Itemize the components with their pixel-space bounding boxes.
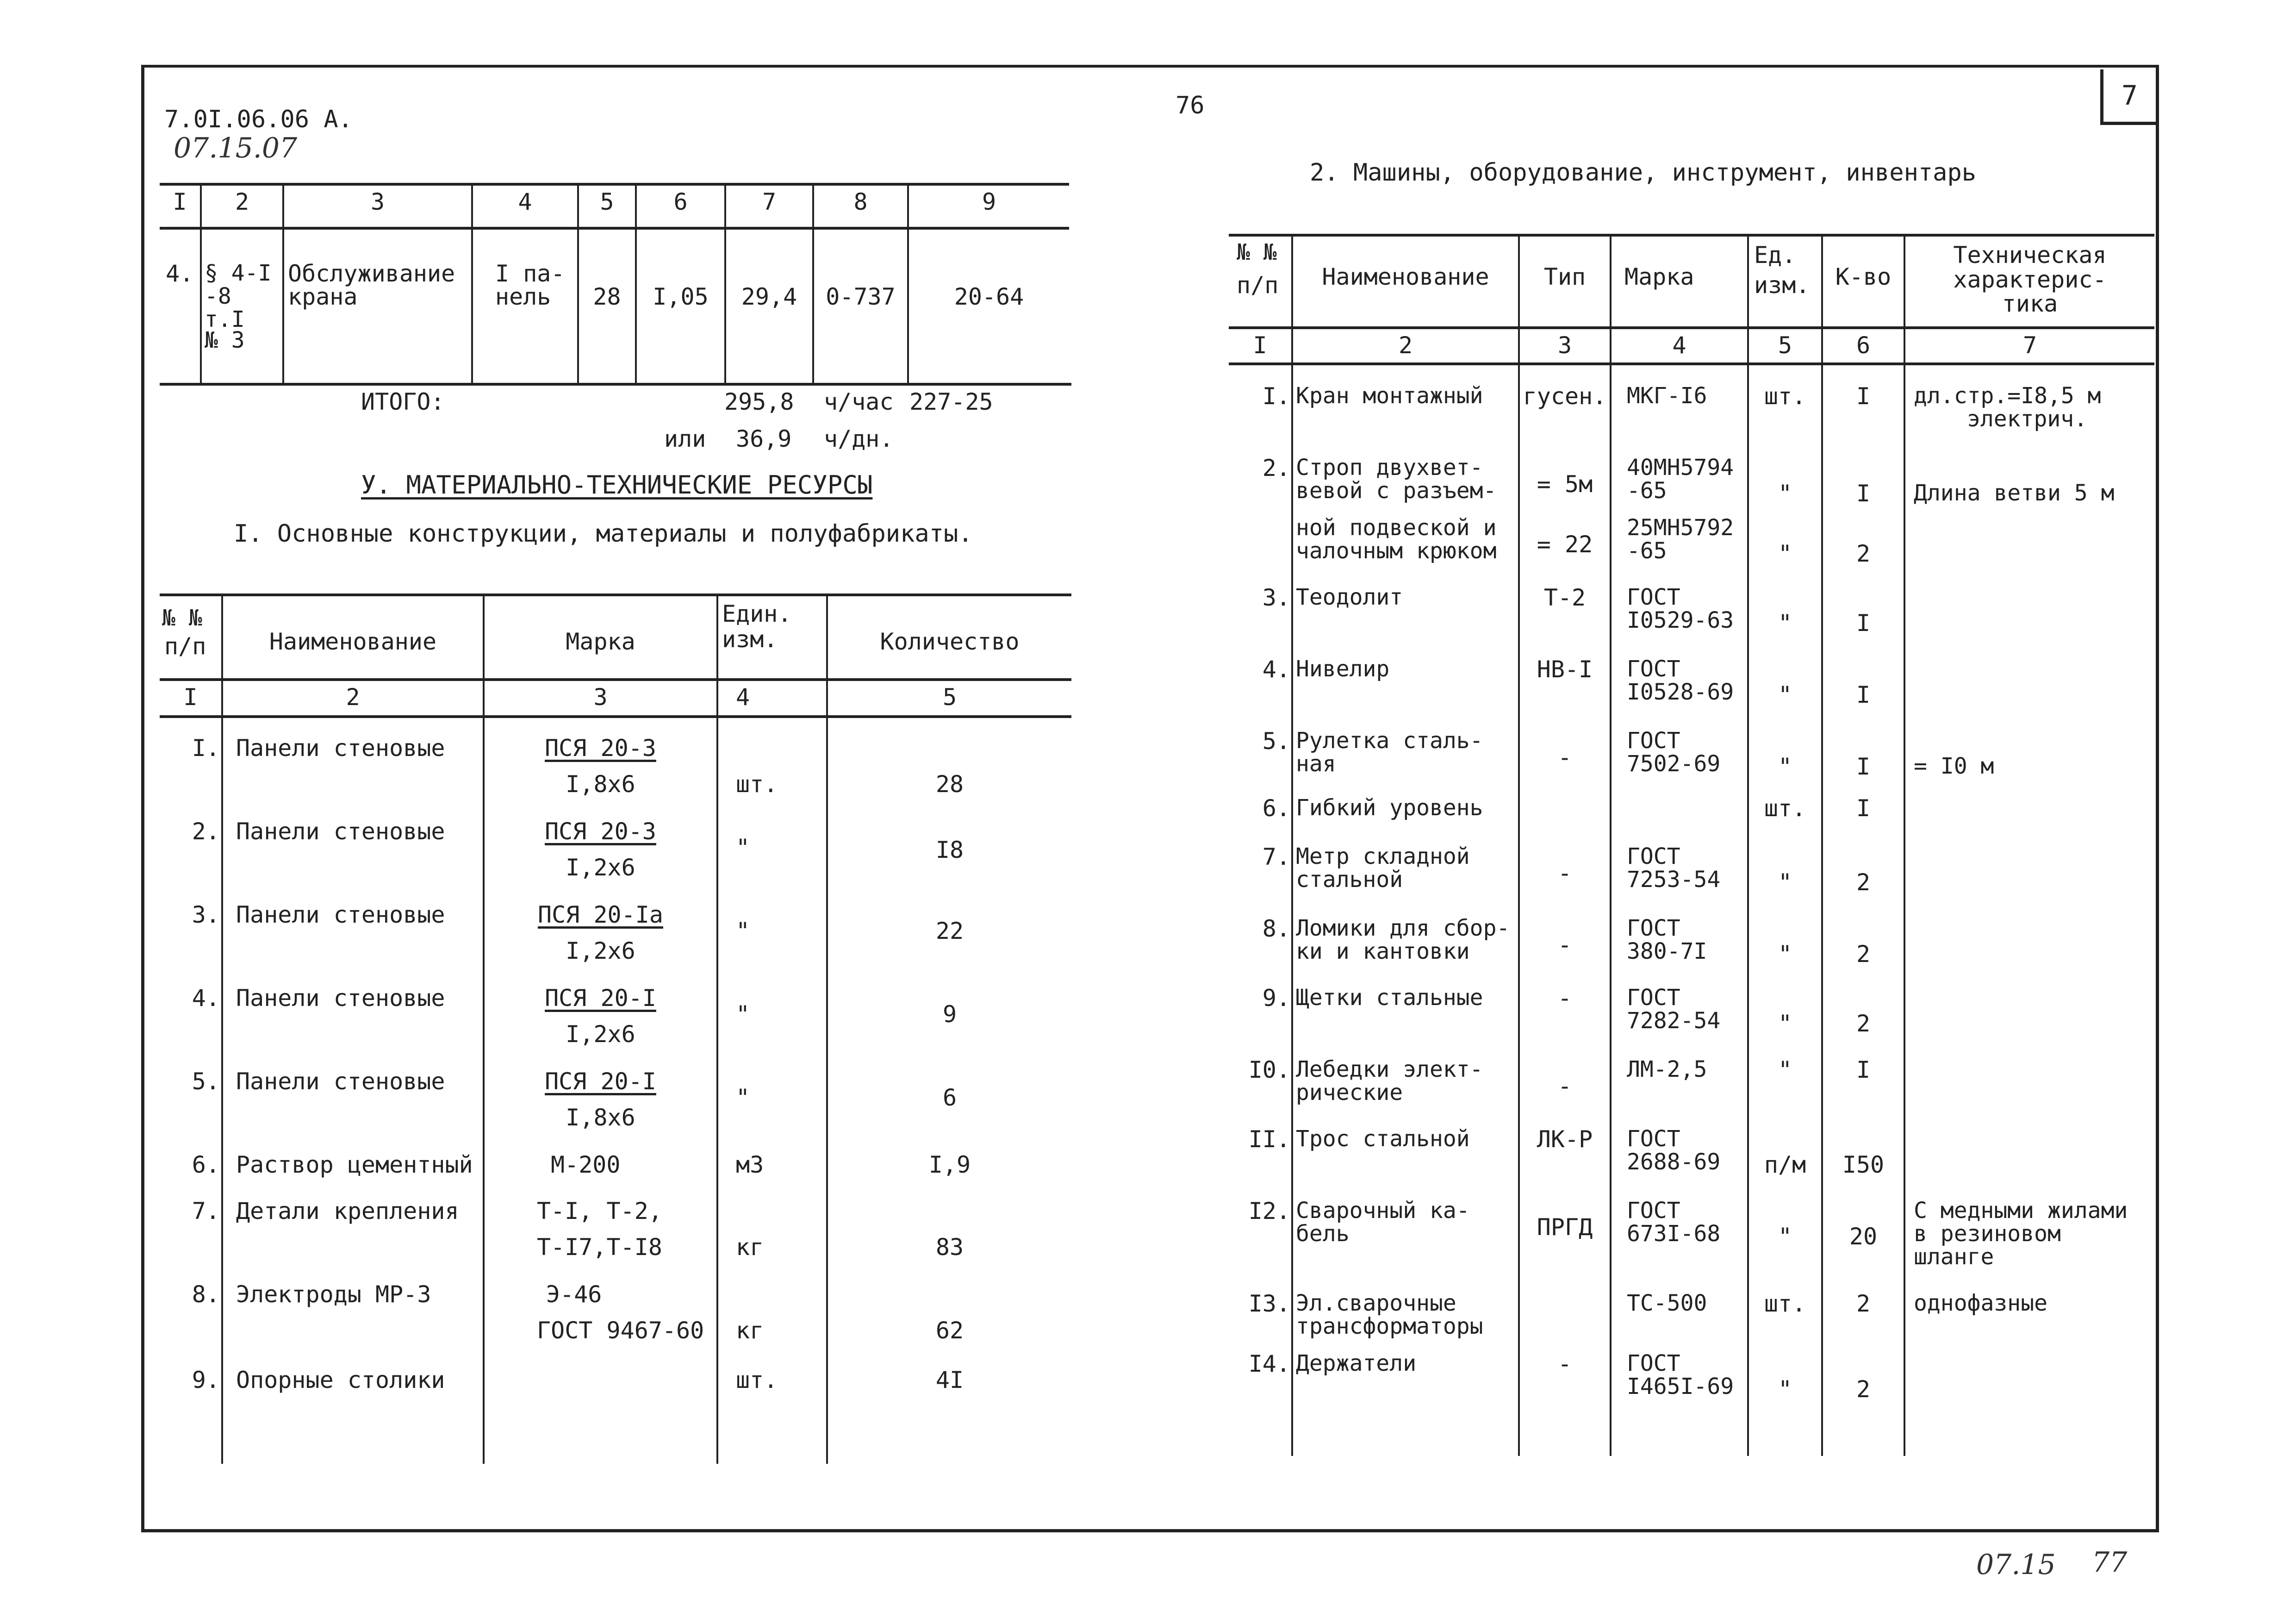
mach-row-unit: шт. [1764, 383, 1806, 410]
labor-col-number: 4 [518, 188, 532, 215]
mach-row-mark: ГОСТ [1627, 985, 1680, 1011]
labor-row-qty: 28 [593, 283, 621, 310]
mat-row-name: Панели стеновые [236, 901, 445, 928]
labor-row-work: крана [288, 283, 358, 310]
or-label: или [664, 425, 706, 452]
mach-row-name: Строп двухвет- [1296, 455, 1483, 481]
mat-row-mark: Т-I, Т-2, [537, 1198, 662, 1224]
mach-row-unit: " [1778, 869, 1792, 896]
labor-row-work: Обслуживание [288, 260, 455, 287]
mach-row-unit: " [1778, 753, 1792, 780]
mach-row-qty: I [1856, 383, 1871, 410]
labor-col-number: 5 [600, 188, 614, 215]
mach-row-mark: 7502-69 [1627, 751, 1721, 777]
mat-row-unit: " [736, 834, 750, 861]
document-code: 7.0I.06.06 А. [164, 106, 353, 133]
mach-row-num: I3. [1248, 1290, 1290, 1317]
mat-row-name: Раствор цементный [236, 1151, 473, 1178]
labor-row-ref: -8 [205, 283, 231, 309]
document-code-handwritten: 07.15.07 [174, 132, 298, 164]
mach-row-name: Трос стальной [1296, 1126, 1470, 1152]
mat-row-num: 7. [192, 1198, 220, 1224]
mach-row-mark: 7253-54 [1627, 867, 1721, 893]
mach-row-name: Гибкий уровень [1296, 795, 1483, 821]
mat-header-num: № № [162, 605, 202, 631]
mach-row-unit: п/м [1764, 1151, 1806, 1178]
mat-col-number: 5 [942, 684, 957, 711]
mach-row-spec: в резиновом [1914, 1221, 2061, 1247]
section-subtitle: I. Основные конструкции, материалы и полуфабрикаты. [234, 520, 973, 548]
mach-row-num: 7. [1262, 843, 1290, 870]
labor-col-number: 6 [673, 188, 688, 215]
mach-row-num: II. [1248, 1126, 1290, 1153]
mach-row-unit: шт. [1764, 1290, 1806, 1317]
mat-row-qty: I,9 [928, 1151, 971, 1178]
mach-row-unit: " [1778, 1056, 1792, 1083]
mach-row-mark: ГОСТ [1627, 728, 1680, 754]
sheet-number-box [2100, 69, 2156, 125]
mach-row-mark: -65 [1627, 478, 1667, 504]
labor-row-ref: т.I [205, 306, 245, 332]
mach-row-name: Метр складной [1296, 843, 1470, 869]
mach-row-num: 3. [1262, 584, 1290, 611]
mach-header-spec: характерис- [1953, 266, 2107, 293]
mach-row-mark: МКГ-I6 [1627, 383, 1707, 409]
mach-row-unit: " [1778, 1223, 1792, 1250]
mat-row-name: Электроды МР-3 [236, 1281, 431, 1308]
mach-row-spec: шланге [1914, 1244, 1994, 1270]
mach-row-type: - [1557, 744, 1572, 771]
total-cost: 227-25 [909, 388, 993, 415]
mat-row-mark: ПСЯ 20-I [545, 985, 656, 1012]
mach-row-qty: 2 [1856, 1290, 1871, 1317]
mat-row-qty: 4I [935, 1367, 964, 1393]
mach-row-type: - [1557, 1073, 1572, 1099]
mach-row-num: 6. [1262, 795, 1290, 822]
mach-row-unit: " [1778, 1376, 1792, 1403]
mat-row-qty: 9 [942, 1001, 957, 1028]
machines-title: 2. Машины, оборудование, инструмент, инвентарь [1310, 159, 1977, 187]
mat-row-name: Опорные столики [236, 1367, 445, 1393]
mat-row-num: 6. [192, 1151, 220, 1178]
mat-row-qty: I8 [935, 837, 964, 863]
labor-col-number: 7 [762, 188, 777, 215]
mach-row-mark: 25МН5792 [1627, 515, 1734, 541]
mach-row-qty: I [1856, 480, 1871, 507]
mach-row-mark: 673I-68 [1627, 1221, 1721, 1247]
labor-col-number: I [173, 188, 187, 215]
mach-row-type: - [1557, 860, 1572, 887]
mach-row-unit: " [1778, 681, 1792, 708]
mat-row-unit: " [736, 918, 750, 944]
mat-row-mark-size: I,2x6 [566, 1021, 635, 1048]
mach-row-qty: I [1856, 795, 1871, 822]
mat-row-num: 8. [192, 1281, 220, 1308]
mach-row-mark: ТС-500 [1627, 1290, 1707, 1316]
total-days: 36,9 [736, 425, 792, 452]
mat-row-num: I. [192, 735, 220, 762]
mat-row-qty: 62 [935, 1317, 964, 1344]
mach-row-num: 2. [1262, 455, 1290, 481]
labor-row-rate: 0-737 [826, 283, 896, 310]
mat-row-num: 5. [192, 1068, 220, 1095]
mat-row-qty: 22 [935, 918, 964, 944]
mach-row-unit: " [1778, 1010, 1792, 1037]
mach-row-name: бель [1296, 1221, 1350, 1247]
mach-row-qty: 2 [1856, 941, 1871, 968]
mach-row-qty: I [1856, 610, 1871, 637]
mat-row-num: 2. [192, 818, 220, 845]
mach-row-name: ки и кантовки [1296, 938, 1470, 964]
mach-header-name: Наименование [1322, 263, 1489, 290]
mat-row-name: Панели стеновые [236, 735, 445, 762]
mach-row-mark: 40МН5794 [1627, 455, 1734, 481]
mach-row-mark: ГОСТ [1627, 584, 1680, 610]
mat-row-unit: " [736, 1001, 750, 1028]
labor-col-number: 3 [370, 188, 385, 215]
mach-row-spec: = I0 м [1914, 753, 1994, 779]
mach-row-mark: ГОСТ [1627, 915, 1680, 941]
mat-row-mark: ПСЯ 20-3 [545, 735, 656, 762]
mat-header-unit: Един. [722, 600, 792, 627]
mach-row-type: = 5м [1537, 471, 1593, 498]
mach-row-qty: 2 [1856, 1010, 1871, 1037]
mach-row-unit: шт. [1764, 795, 1806, 822]
page-number: 76 [1176, 92, 1205, 119]
labor-col-number: 8 [853, 188, 868, 215]
mach-col-number: I [1253, 332, 1267, 359]
labor-row-num: 4. [166, 260, 194, 287]
mach-header-mark: Марка [1624, 263, 1694, 290]
mat-row-num: 3. [192, 901, 220, 928]
mach-row-mark: ЛМ-2,5 [1627, 1056, 1707, 1082]
labor-row-ref: № 3 [205, 327, 245, 353]
mach-row-name: Держатели [1296, 1350, 1417, 1376]
footer-handwritten-number: 07.15 [1976, 1549, 2056, 1581]
mach-row-unit: " [1778, 540, 1792, 567]
mat-row-unit: м3 [736, 1151, 764, 1178]
mach-col-number: 5 [1778, 332, 1792, 359]
mat-row-mark: ПСЯ 20-3 [545, 818, 656, 845]
mach-row-mark: ГОСТ [1627, 1198, 1680, 1224]
mach-row-num: I2. [1248, 1198, 1290, 1224]
mach-row-name: Нивелир [1296, 656, 1390, 682]
mat-row-qty: 6 [942, 1084, 957, 1111]
mach-row-spec: С медными жилами [1914, 1198, 2128, 1224]
mach-row-type: НВ-I [1537, 656, 1593, 683]
mach-row-qty: I [1856, 1056, 1871, 1083]
mach-row-qty: 2 [1856, 540, 1871, 567]
mach-row-qty: 2 [1856, 869, 1871, 896]
labor-col-number: 9 [982, 188, 996, 215]
mach-row-type: ЛК-Р [1537, 1126, 1593, 1153]
mach-row-name: рические [1296, 1080, 1403, 1106]
mat-row-unit: шт. [736, 1367, 778, 1393]
total-hours: 295,8 [724, 388, 794, 415]
mach-header-num: № № [1237, 239, 1277, 265]
mat-row-name: Панели стеновые [236, 985, 445, 1012]
labor-row-cost: 20-64 [954, 283, 1024, 310]
mach-col-number: 4 [1672, 332, 1686, 359]
mach-row-mark: ГОСТ [1627, 1126, 1680, 1152]
mach-row-num: 8. [1262, 915, 1290, 942]
mach-row-type: - [1557, 985, 1572, 1012]
mach-row-type: - [1557, 931, 1572, 958]
mach-row-type: гусен. [1523, 383, 1607, 410]
mach-row-type: - [1557, 1350, 1572, 1377]
mach-row-num: I4. [1248, 1350, 1290, 1377]
mach-header-spec: Техническая [1953, 242, 2107, 269]
mach-row-name: Щетки стальные [1296, 985, 1483, 1011]
mach-row-type: ПРГД [1537, 1214, 1593, 1241]
mat-row-qty: 28 [935, 771, 964, 798]
mach-header-spec: тика [2002, 290, 2058, 317]
mach-row-mark: ГОСТ [1627, 656, 1680, 682]
mach-row-name: Лебедки элект- [1296, 1056, 1483, 1082]
mach-row-mark: I0528-69 [1627, 679, 1734, 705]
mach-row-mark: 2688-69 [1627, 1149, 1721, 1175]
mat-col-number: 4 [736, 684, 750, 711]
mat-row-mark: ПСЯ 20-Iа [538, 901, 663, 928]
mach-row-name: трансформаторы [1296, 1313, 1483, 1339]
mach-col-number: 2 [1398, 332, 1413, 359]
mat-row-mark: Э-46 [546, 1281, 602, 1308]
mat-col-number: I [183, 684, 198, 711]
mach-row-name: ной подвеской и [1296, 515, 1497, 541]
labor-row-unit: I па- [495, 260, 565, 287]
mach-row-name: стальной [1296, 867, 1403, 893]
mach-row-spec: дл.стр.=I8,5 м [1914, 383, 2101, 409]
total-days-unit: ч/дн. [824, 425, 894, 452]
sheet-number: 7 [2122, 80, 2138, 111]
mach-row-mark: I465I-69 [1627, 1374, 1734, 1399]
mach-row-name: ная [1296, 751, 1336, 777]
mach-row-name: чалочным крюком [1296, 538, 1497, 564]
mach-row-num: I0. [1248, 1056, 1290, 1083]
mat-row-num: 4. [192, 985, 220, 1012]
mat-row-mark-size: ГОСТ 9467-60 [537, 1317, 704, 1344]
mach-row-num: 9. [1262, 985, 1290, 1012]
total-label: ИТОГО: [361, 388, 445, 415]
mach-row-name: вевой с разъем- [1296, 478, 1497, 504]
mat-row-mark: М-200 [551, 1151, 621, 1178]
mat-row-qty: 83 [935, 1234, 964, 1261]
mat-row-mark-size: I,8x6 [566, 1104, 635, 1131]
mach-row-spec: однофазные [1914, 1290, 2047, 1316]
mat-row-unit: " [736, 1084, 750, 1111]
mat-row-name: Детали крепления [236, 1198, 459, 1224]
mat-row-unit: кг [736, 1234, 764, 1261]
mach-row-name: Кран монтажный [1296, 383, 1483, 409]
mach-row-qty: I [1856, 753, 1871, 780]
mach-row-name: Рулетка сталь- [1296, 728, 1483, 754]
mach-row-qty: 2 [1856, 1376, 1871, 1403]
total-hours-unit: ч/час [824, 388, 894, 415]
mach-row-unit: " [1778, 480, 1792, 507]
mach-row-num: 4. [1262, 656, 1290, 683]
mach-row-unit: " [1778, 610, 1792, 637]
mat-row-mark: ПСЯ 20-I [545, 1068, 656, 1095]
mat-header-num: п/п [164, 633, 206, 660]
mat-header-name: Наименование [269, 628, 437, 655]
mat-col-number: 3 [593, 684, 608, 711]
mat-row-name: Панели стеновые [236, 1068, 445, 1095]
labor-row-unit: нель [495, 283, 551, 310]
mach-row-name: Теодолит [1296, 584, 1403, 610]
mach-row-qty: 20 [1849, 1223, 1878, 1250]
mach-header-unit: изм. [1754, 272, 1810, 299]
mach-row-mark: I0529-63 [1627, 607, 1734, 633]
mach-row-mark: ГОСТ [1627, 1350, 1680, 1376]
mach-row-mark: ГОСТ [1627, 843, 1680, 869]
mat-row-mark-size: I,2x6 [566, 854, 635, 881]
mach-header-num: п/п [1237, 272, 1279, 299]
mat-row-num: 9. [192, 1367, 220, 1393]
mat-row-name: Панели стеновые [236, 818, 445, 845]
mach-row-name: Эл.сварочные [1296, 1290, 1456, 1316]
section-title: У. МАТЕРИАЛЬНО-ТЕХНИЧЕСКИЕ РЕСУРСЫ [361, 470, 873, 500]
mach-col-number: 7 [2022, 332, 2037, 359]
mach-row-spec: электрич. [1967, 406, 2088, 432]
footer-handwritten-page: 77 [2092, 1546, 2128, 1579]
mach-row-qty: I50 [1842, 1151, 1885, 1178]
mach-row-name: Сварочный ка- [1296, 1198, 1470, 1224]
mach-row-spec: Длина ветви 5 м [1914, 480, 2115, 506]
mat-row-unit: кг [736, 1317, 764, 1344]
labor-row-norm: I,05 [653, 283, 709, 310]
mach-row-mark: 7282-54 [1627, 1008, 1721, 1034]
mach-row-mark: -65 [1627, 538, 1667, 564]
mach-header-unit: Ед. [1754, 242, 1796, 269]
mach-row-num: 5. [1262, 728, 1290, 755]
labor-row-ref: § 4-I [205, 260, 272, 286]
mat-header-mark: Марка [566, 628, 635, 655]
mat-row-mark-size: Т-I7,Т-I8 [537, 1234, 662, 1261]
mach-row-qty: I [1856, 681, 1871, 708]
mach-row-mark: 380-7I [1627, 938, 1707, 964]
mat-header-qty: Количество [880, 628, 1020, 655]
mat-row-mark-size: I,2x6 [566, 937, 635, 964]
mach-row-type: Т-2 [1543, 584, 1586, 611]
mat-row-mark-size: I,8x6 [566, 771, 635, 798]
mach-header-type: Тип [1543, 263, 1586, 290]
mach-col-number: 6 [1856, 332, 1871, 359]
labor-col-number: 2 [235, 188, 249, 215]
mat-col-number: 2 [346, 684, 360, 711]
mach-row-type: = 22 [1537, 531, 1593, 558]
mach-header-qty: К-во [1835, 263, 1892, 290]
labor-row-labor: 29,4 [741, 283, 797, 310]
mach-row-unit: " [1778, 941, 1792, 968]
mach-row-name: Ломики для сбор- [1296, 915, 1510, 941]
mat-header-unit: изм. [722, 626, 778, 653]
mat-row-unit: шт. [736, 771, 778, 798]
mach-row-num: I. [1262, 383, 1290, 410]
mach-col-number: 3 [1557, 332, 1572, 359]
